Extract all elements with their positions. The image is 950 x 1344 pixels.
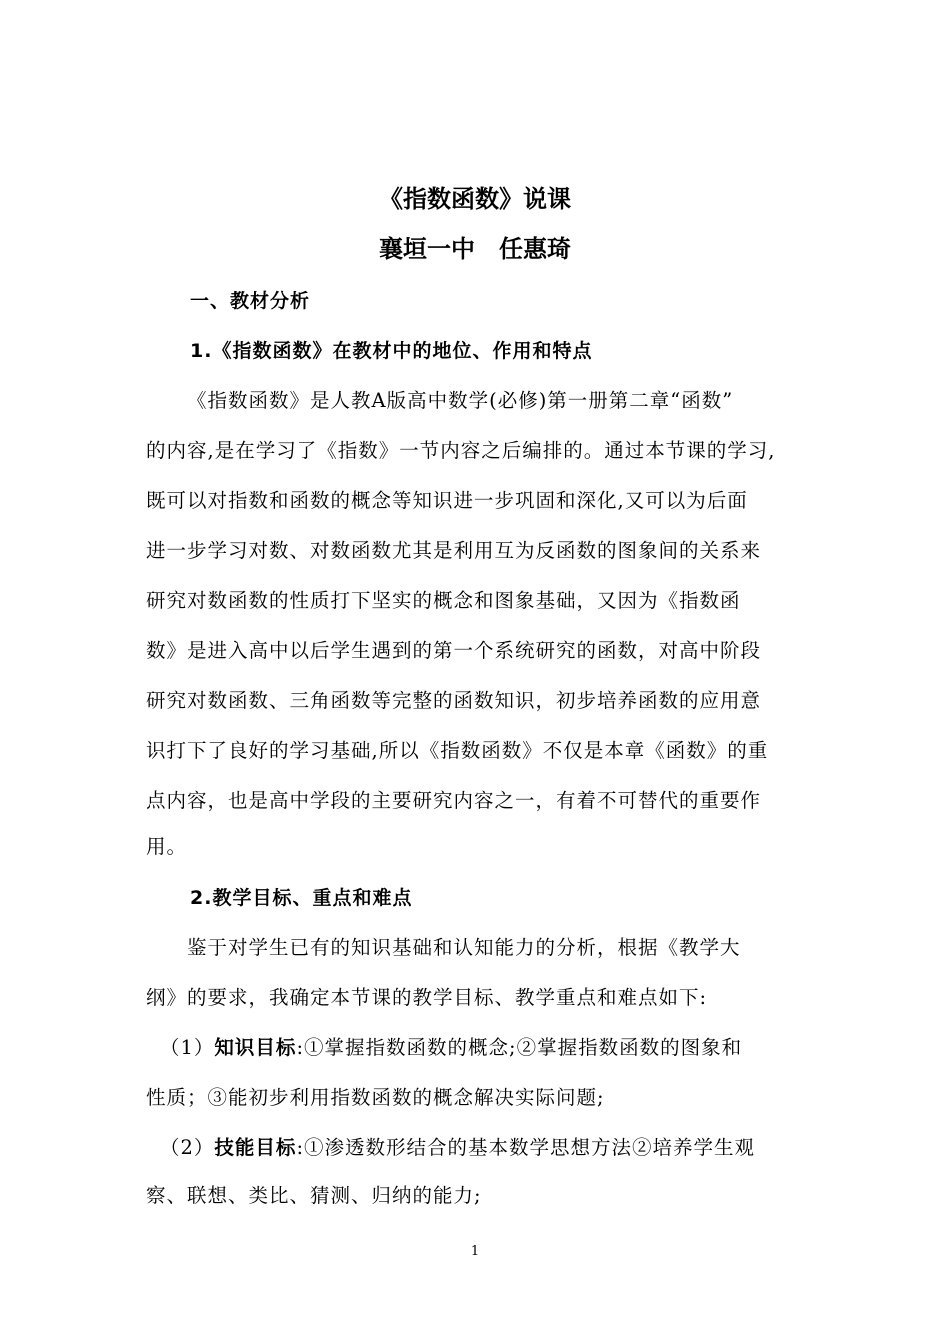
- goal-skill-line1: [160, 1134, 840, 1162]
- paragraph-line: 研究对数函数的性质打下坚实的概念和图象基础，又因为《指数函: [146, 589, 741, 612]
- paragraph-line: 点内容，也是高中学段的主要研究内容之一，有着不可替代的重要作: [146, 789, 762, 812]
- paragraph-line: 鉴于对学生已有的知识基础和认知能力的分析，根据《教学大: [187, 936, 741, 959]
- goal-knowledge-line2: 性质；③能初步利用指数函数的概念解决实际问题;: [146, 1086, 605, 1109]
- paragraph-line: 研究对数函数、三角函数等完整的函数知识，初步培养函数的应用意: [146, 689, 762, 712]
- goal-knowledge-prefix: （1）: [160, 1036, 215, 1059]
- goal-skill-prefix: （2）: [160, 1136, 215, 1159]
- goal-skill-line2: 察、联想、类比、猜测、归纳的能力;: [146, 1184, 482, 1207]
- paragraph-line: 用。: [146, 835, 188, 858]
- subsection-heading-2: 2.教学目标、重点和难点: [190, 887, 413, 909]
- goal-skill-text: :①渗透数形结合的基本数学思想方法②培养学生观: [296, 1136, 756, 1159]
- page-title: 《指数函数》说课: [379, 185, 571, 213]
- paragraph-line: 《指数函数》是人教A版高中数学(必修)第一册第二章“函数”: [187, 389, 734, 412]
- paragraph-line: 既可以对指数和函数的概念等知识进一步巩固和深化,又可以为后面: [146, 489, 748, 512]
- goal-knowledge-text: :①掌握指数函数的概念;②掌握指数函数的图象和: [296, 1036, 743, 1059]
- goal-knowledge-line1: [160, 1034, 840, 1062]
- paragraph-line: 数》是进入高中以后学生遇到的第一个系统研究的函数，对高中阶段: [146, 639, 762, 662]
- subsection-heading-1: 1.《指数函数》在教材中的地位、作用和特点: [190, 340, 593, 362]
- section-heading-1: 一、教材分析: [190, 290, 311, 312]
- page-number: 1: [470, 1244, 480, 1259]
- goal-skill-label: 技能目标: [214, 1136, 297, 1159]
- paragraph-line: 纲》的要求，我确定本节课的教学目标、教学重点和难点如下:: [146, 986, 708, 1009]
- paragraph-line: 的内容,是在学习了《指数》一节内容之后编排的。通过本节课的学习,: [146, 439, 776, 462]
- author-line: 襄垣一中 任惠琦: [379, 235, 571, 263]
- paragraph-line: 识打下了良好的学习基础,所以《指数函数》不仅是本章《函数》的重: [146, 739, 769, 762]
- goal-knowledge-label: 知识目标: [214, 1036, 297, 1059]
- paragraph-line: 进一步学习对数、对数函数尤其是利用互为反函数的图象间的关系来: [146, 539, 762, 562]
